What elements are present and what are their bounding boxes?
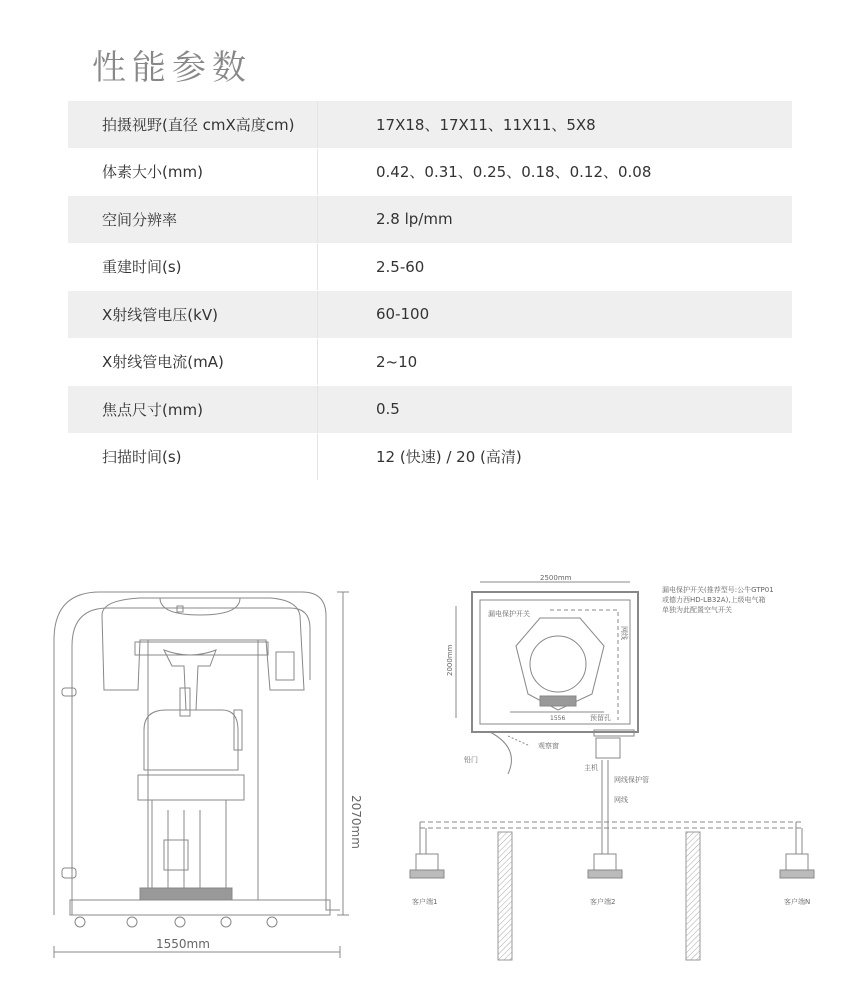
page-title: 性能参数 [92,48,252,88]
conduit-label: 网线保护管 [614,776,649,784]
room-layout-svg [390,570,840,970]
spec-row [68,386,792,434]
room-layout-drawing [390,570,840,970]
spec-label: 空间分辨率 [68,196,318,243]
spec-row [68,101,792,149]
room-height-label: 2000mm [446,644,454,676]
client-1-label: 客户端1 [412,898,438,906]
spec-value: 12 (快速) / 20 (高清) [376,448,522,467]
network-line-label: 网线 [620,626,628,640]
width-dimension-label: 1550mm [156,937,210,951]
spec-value: 2.8 lp/mm [376,210,453,229]
machine-svg [40,570,363,970]
room-width-label: 2500mm [540,574,572,582]
spec-label: 扫描时间(s) [68,434,318,481]
spec-table [68,101,792,481]
spec-label: 拍摄视野(直径 cmX高度cm) [68,101,318,148]
device-width-label: 1556 [550,715,566,722]
leakage-switch-label: 漏电保护开关 [488,610,530,618]
spec-value: 0.5 [376,400,400,419]
spec-value: 2.5-60 [376,257,425,276]
spec-value: 2~10 [376,352,418,371]
reserved-hole-label: 预留孔 [590,714,611,722]
lead-door-label: 铅门 [464,756,478,764]
spec-row [68,244,792,292]
client-2-label: 客户端2 [590,898,616,906]
spec-label: X射线管电压(kV) [68,291,318,338]
note-line-1: 漏电保护开关(推荐型号:公牛GTP01 [662,586,774,594]
note-line-2: 或德力西HD-LB32A),上级电气箱 [662,596,766,604]
spec-row [68,291,792,339]
note-line-3: 单独为此配置空气开关 [662,606,732,614]
spec-label: 体素大小(mm) [68,149,318,196]
client-n-label: 客户端N [784,898,811,906]
spec-row [68,196,792,244]
spec-row [68,339,792,387]
spec-value: 0.42、0.31、0.25、0.18、0.12、0.08 [376,163,652,182]
spec-label: 重建时间(s) [68,244,318,291]
spec-label: 焦点尺寸(mm) [68,386,318,433]
network-line-2-label: 网线 [614,796,628,804]
host-label: 主机 [584,764,598,772]
observation-window-label: 观察窗 [538,742,559,750]
height-dimension-label: 2070mm [349,795,363,849]
spec-value: 17X18、17X11、11X11、5X8 [376,115,596,134]
machine-drawing [40,570,363,970]
spec-row [68,434,792,482]
spec-row [68,149,792,197]
spec-value: 60-100 [376,305,430,324]
spec-label: X射线管电流(mA) [68,339,318,386]
